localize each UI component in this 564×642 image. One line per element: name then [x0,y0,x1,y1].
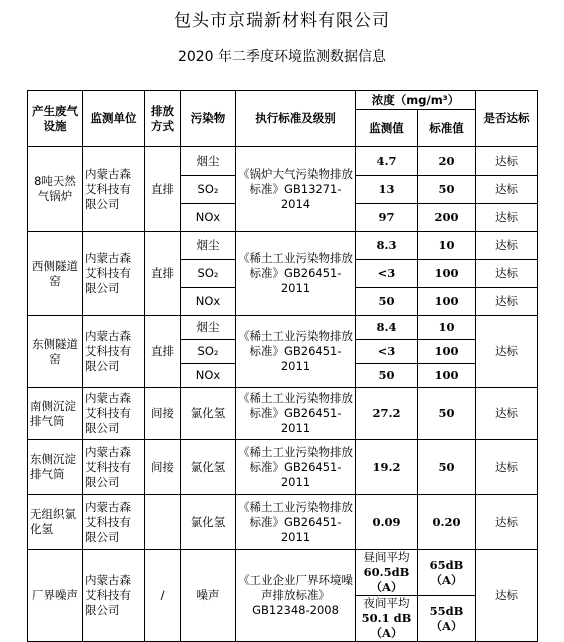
header-limit: 标准值 [418,110,476,147]
source-cell: 无组织氯化氢 [28,495,83,550]
standard-cell: 《工业企业厂界环境噪声排放标准》GB12348-2008 [236,550,356,642]
method-cell: 直排 [145,147,181,232]
pollutant-cell: 噪声 [181,550,236,642]
limit-value: 50 [418,388,476,440]
pollutant-cell: 烟尘 [181,316,236,340]
limit-value: 100 [418,288,476,316]
table-row [28,232,538,260]
unit-cell: 内蒙古森艾科技有限公司 [83,232,145,316]
header-method: 排放方式 [145,91,181,147]
monitor-value: <3 [356,340,418,364]
standard-cell: 《稀土工业污染物排放标准》GB26451-2011 [236,495,356,550]
unit-cell: 内蒙古森艾科技有限公司 [83,440,145,495]
limit-value: 65dB（A） [418,550,476,596]
table-row [28,316,538,340]
compliant-cell: 达标 [476,440,538,495]
report-title: 2020 年二季度环境监测数据信息 [177,49,387,65]
pollutant-cell: 烟尘 [181,147,236,176]
compliant-cell: 达标 [476,495,538,550]
header-row [28,91,538,110]
table-row [28,495,538,550]
limit-value: 100 [418,364,476,388]
source-cell: 西侧隧道窑 [28,232,83,316]
limit-value: 10 [418,316,476,340]
monitor-value [356,596,418,642]
unit-cell: 内蒙古森艾科技有限公司 [83,147,145,232]
limit-value: 55dB（A） [418,596,476,642]
header-standard: 执行标准及级别 [236,91,356,147]
monitor-label: 夜间平均 [363,596,410,610]
source-cell: 8吨天然气锅炉 [28,147,83,232]
monitor-number: 60.5dB（A） [363,565,410,594]
header-source: 产生废气设施 [28,91,83,147]
source-cell: 南侧沉淀排气筒 [28,388,83,440]
compliant-cell: 达标 [476,204,538,232]
monitor-value: <3 [356,260,418,288]
limit-value: 20 [418,147,476,176]
monitor-value: 19.2 [356,440,418,495]
monitor-value: 50 [356,288,418,316]
limit-value: 10 [418,232,476,260]
limit-value: 0.20 [418,495,476,550]
compliant-cell: 达标 [476,232,538,260]
method-cell: 间接 [145,388,181,440]
limit-value: 100 [418,260,476,288]
header-compliant: 是否达标 [476,91,538,147]
header-unit: 监测单位 [83,91,145,147]
monitor-value: 0.09 [356,495,418,550]
pollutant-cell: 氯化氢 [181,388,236,440]
pollutant-cell: SO₂ [181,340,236,364]
compliant-cell: 达标 [476,316,538,388]
monitor-value: 8.3 [356,232,418,260]
limit-value: 50 [418,440,476,495]
compliant-cell: 达标 [476,147,538,176]
method-cell: / [145,550,181,642]
pollutant-cell: NOx [181,204,236,232]
monitor-value: 13 [356,176,418,204]
unit-cell: 内蒙古森艾科技有限公司 [83,495,145,550]
standard-cell: 《锅炉大气污染物排放标准》GB13271-2014 [236,147,356,232]
header-pollutant: 污染物 [181,91,236,147]
method-cell: 直排 [145,232,181,316]
source-cell: 厂界噪声 [28,550,83,642]
monitor-value: 8.4 [356,316,418,340]
table-row [28,147,538,176]
limit-value: 100 [418,340,476,364]
pollutant-cell: SO₂ [181,260,236,288]
table-row [28,550,538,596]
compliant-cell: 达标 [476,260,538,288]
monitor-value: 27.2 [356,388,418,440]
monitor-value: 97 [356,204,418,232]
table-row [28,440,538,495]
header-concentration: 浓度（mg/m³） [356,91,476,110]
unit-cell: 内蒙古森艾科技有限公司 [83,550,145,642]
pollutant-cell: SO₂ [181,176,236,204]
source-cell: 东侧沉淀排气筒 [28,440,83,495]
limit-value: 200 [418,204,476,232]
unit-cell: 内蒙古森艾科技有限公司 [83,316,145,388]
pollutant-cell: 氯化氢 [181,495,236,550]
monitor-value: 50 [356,364,418,388]
compliant-cell: 达标 [476,388,538,440]
method-cell: 间接 [145,440,181,495]
pollutant-cell: 烟尘 [181,232,236,260]
pollutant-cell: 氯化氢 [181,440,236,495]
unit-cell: 内蒙古森艾科技有限公司 [83,388,145,440]
standard-cell: 《稀土工业污染物排放标准》GB26451-2011 [236,316,356,388]
company-name: 包头市京瑞新材料有限公司 [174,11,390,31]
table-row [28,388,538,440]
pollutant-cell: NOx [181,364,236,388]
monitor-value [356,550,418,596]
monitor-value: 4.7 [356,147,418,176]
monitor-label: 昼间平均 [363,550,410,564]
limit-value: 50 [418,176,476,204]
standard-cell: 《稀土工业污染物排放标准》GB26451-2011 [236,440,356,495]
header-monitor: 监测值 [356,110,418,147]
standard-cell: 《稀土工业污染物排放标准》GB26451-2011 [236,232,356,316]
monitoring-table [27,90,538,642]
monitor-number: 50.1 dB（A） [361,611,412,640]
compliant-cell: 达标 [476,176,538,204]
compliant-cell: 达标 [476,288,538,316]
compliant-cell: 达标 [476,550,538,642]
source-cell: 东侧隧道窑 [28,316,83,388]
standard-cell: 《稀土工业污染物排放标准》GB26451-2011 [236,388,356,440]
method-cell: 直排 [145,316,181,388]
method-cell [145,495,181,550]
pollutant-cell: NOx [181,288,236,316]
